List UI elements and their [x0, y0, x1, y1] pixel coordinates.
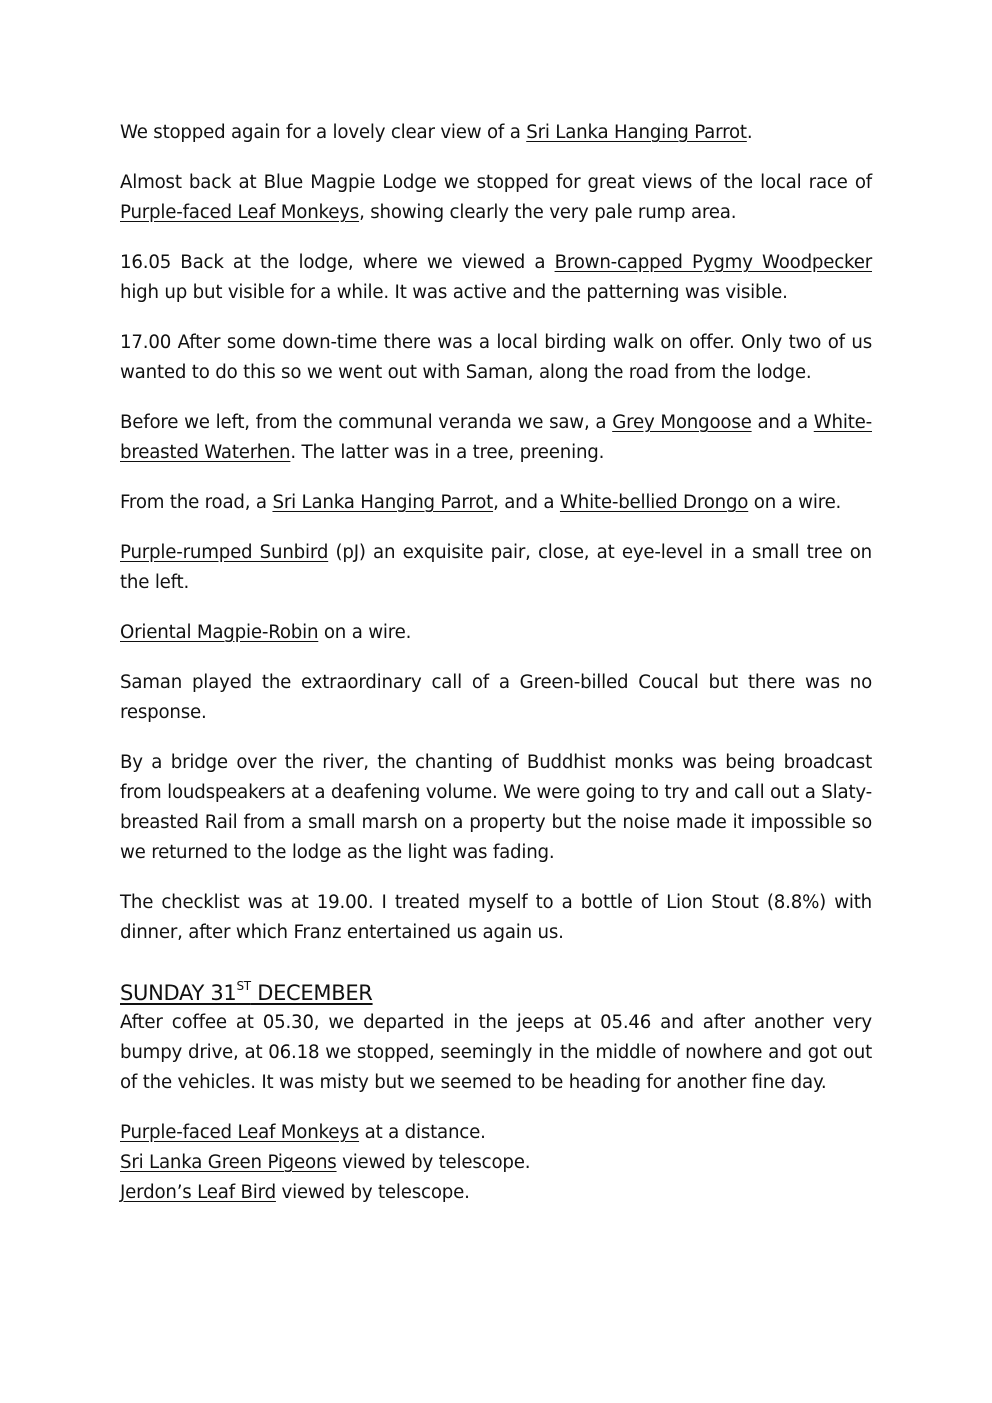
text: , and a: [493, 492, 560, 513]
heading-text: DECEMBER: [250, 981, 373, 1005]
paragraph-road-sightings: [120, 488, 872, 518]
text: , showing clearly the very pale rump area.: [359, 202, 737, 223]
text: viewed by telescope.: [336, 1152, 531, 1173]
text: Before we left, from the communal veranda we saw, a: [120, 412, 613, 433]
text: viewed by telescope.: [275, 1182, 470, 1203]
text: and a: [751, 412, 814, 433]
species-link: Purple-rumped Sunbird: [120, 542, 329, 563]
section-heading: [120, 978, 872, 1008]
species-link: Sri Lanka Hanging Parrot: [272, 492, 494, 513]
species-link: Purple-faced Leaf Monkeys: [120, 1122, 360, 1143]
text: at a distance.: [359, 1122, 486, 1143]
paragraph-birding-walk: 17.00 After some down-time there was a local birding walk on offer. Only two of us wanted to do this so we went out with Saman, along the road from the lodge.: [120, 332, 872, 383]
text: high up but visible for a while. It was active and the patterning was visible.: [120, 282, 788, 303]
species-link: Purple-faced Leaf Monkeys: [120, 202, 360, 223]
list-item: [120, 1148, 872, 1178]
paragraph-coucal: Saman played the extraordinary call of a Green-billed Coucal but there was no response.: [120, 672, 872, 723]
text: .: [746, 122, 753, 143]
paragraph-mongoose-waterhen: [120, 408, 872, 468]
text: . The latter was in a tree, preening.: [290, 442, 605, 463]
species-link: Oriental Magpie-Robin: [120, 622, 319, 643]
paragraph-leaf-monkeys: [120, 168, 872, 228]
species-link: White-bellied Drongo: [559, 492, 749, 513]
species-link: Sri Lanka Hanging Parrot: [526, 122, 747, 143]
heading-superscript: ST: [236, 979, 251, 993]
text: We stopped again for a lovely clear view of a: [120, 122, 527, 143]
heading-text: SUNDAY 31: [120, 981, 237, 1005]
text: Almost back at Blue Magpie Lodge we stopped for great views of the local race of: [120, 172, 872, 193]
text: (pJ) an exquisite pair, close, at eye-level in a small tree on the left.: [120, 542, 872, 593]
paragraph-bridge: By a bridge over the river, the chanting of Buddhist monks was being broadcast from loudspeakers at a deafening volume. We were going to try and call out a Slaty-breasted Rail from a small marsh on a property but the noise made it impossible so we returned to the lodge as the light was fading.: [120, 752, 872, 863]
text: on a wire.: [318, 622, 412, 643]
page-content: [120, 118, 872, 1208]
sightings-list: [120, 1118, 872, 1208]
text: From the road, a: [120, 492, 273, 513]
paragraph-section-intro: After coffee at 05.30, we departed in the jeeps at 05.46 and after another very bumpy drive, at 06.18 we stopped, seemingly in the middle of nowhere and got out of the vehicles. It was misty but we seemed to be heading for another fine day.: [120, 1012, 872, 1093]
species-link: Grey Mongoose: [612, 412, 752, 433]
text: 16.05 Back at the lodge, where we viewed a: [120, 252, 555, 273]
text: on a wire.: [748, 492, 842, 513]
species-link: White-breasted Waterhen: [120, 412, 872, 463]
species-link: Jerdon’s Leaf Bird: [120, 1182, 276, 1203]
list-item: [120, 1178, 872, 1208]
list-item: [120, 1118, 872, 1148]
paragraph-sunbird: [120, 538, 872, 598]
paragraph-woodpecker: [120, 248, 872, 308]
paragraph-checklist: The checklist was at 19.00. I treated myself to a bottle of Lion Stout (8.8%) with dinner, after which Franz entertained us again us.: [120, 892, 872, 943]
paragraph-hanging-parrot: [120, 118, 872, 148]
paragraph-magpie-robin: [120, 618, 872, 648]
species-link: Brown-capped Pygmy Woodpecker: [554, 252, 872, 273]
species-link: Sri Lanka Green Pigeons: [120, 1152, 337, 1173]
